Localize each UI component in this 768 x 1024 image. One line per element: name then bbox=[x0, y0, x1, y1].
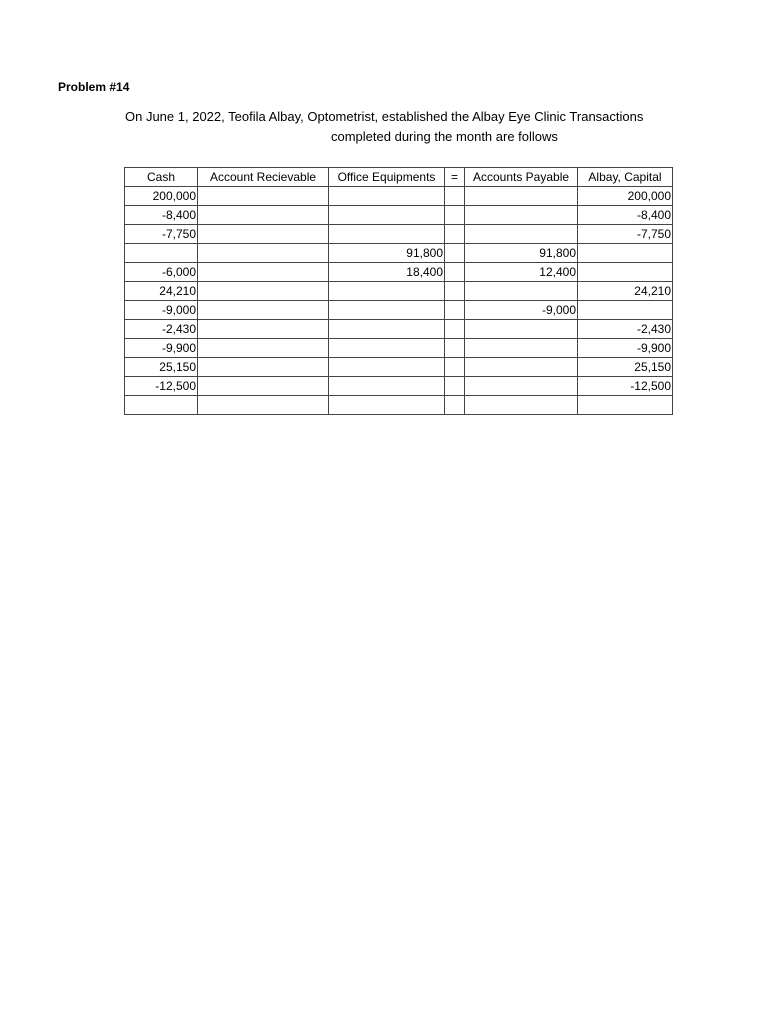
cell-equals bbox=[445, 244, 465, 263]
problem-label: Problem #14 bbox=[58, 80, 130, 94]
cell-accounts-payable: 91,800 bbox=[465, 244, 578, 263]
cell-accounts-receivable bbox=[198, 263, 329, 282]
cell-accounts-payable bbox=[465, 225, 578, 244]
table-row bbox=[125, 377, 673, 396]
table-row bbox=[125, 339, 673, 358]
cell-equals bbox=[445, 301, 465, 320]
header-accounts-receivable: Account Recievable bbox=[198, 168, 329, 187]
table-row bbox=[125, 263, 673, 282]
table-row bbox=[125, 358, 673, 377]
cell-accounts-payable bbox=[465, 358, 578, 377]
cell-albay-capital: 25,150 bbox=[578, 358, 673, 377]
cell-accounts-payable bbox=[465, 206, 578, 225]
cell-equals bbox=[445, 339, 465, 358]
cell-office-equipments bbox=[329, 282, 445, 301]
cell-cash: -9,000 bbox=[125, 301, 198, 320]
accounting-equation-table bbox=[124, 167, 673, 415]
cell-office-equipments bbox=[329, 206, 445, 225]
cell-office-equipments bbox=[329, 339, 445, 358]
cell-cash: -12,500 bbox=[125, 377, 198, 396]
cell-accounts-receivable bbox=[198, 301, 329, 320]
cell-albay-capital: 200,000 bbox=[578, 187, 673, 206]
intro-text-line-1: On June 1, 2022, Teofila Albay, Optometrist, established the Albay Eye Clinic Transactions bbox=[125, 109, 644, 124]
cell-equals bbox=[445, 206, 465, 225]
cell-office-equipments bbox=[329, 225, 445, 244]
cell-accounts-payable bbox=[465, 396, 578, 415]
cell-albay-capital: -8,400 bbox=[578, 206, 673, 225]
cell-equals bbox=[445, 187, 465, 206]
cell-albay-capital bbox=[578, 301, 673, 320]
table-row bbox=[125, 396, 673, 415]
table-row bbox=[125, 244, 673, 263]
table-row bbox=[125, 206, 673, 225]
cell-equals bbox=[445, 377, 465, 396]
cell-office-equipments: 18,400 bbox=[329, 263, 445, 282]
cell-cash: -8,400 bbox=[125, 206, 198, 225]
header-albay-capital: Albay, Capital bbox=[578, 168, 673, 187]
table-row bbox=[125, 187, 673, 206]
cell-albay-capital: -7,750 bbox=[578, 225, 673, 244]
cell-cash: 24,210 bbox=[125, 282, 198, 301]
table-row bbox=[125, 320, 673, 339]
cell-accounts-receivable bbox=[198, 187, 329, 206]
cell-office-equipments bbox=[329, 187, 445, 206]
cell-office-equipments bbox=[329, 358, 445, 377]
cell-cash: -6,000 bbox=[125, 263, 198, 282]
cell-accounts-payable: 12,400 bbox=[465, 263, 578, 282]
cell-accounts-receivable bbox=[198, 282, 329, 301]
cell-equals bbox=[445, 225, 465, 244]
cell-cash: -2,430 bbox=[125, 320, 198, 339]
cell-accounts-receivable bbox=[198, 339, 329, 358]
cell-equals bbox=[445, 320, 465, 339]
cell-cash bbox=[125, 244, 198, 263]
intro-text-line-2: completed during the month are follows bbox=[331, 129, 558, 144]
cell-albay-capital: -2,430 bbox=[578, 320, 673, 339]
cell-accounts-payable bbox=[465, 377, 578, 396]
cell-equals bbox=[445, 358, 465, 377]
cell-accounts-receivable bbox=[198, 320, 329, 339]
table-row bbox=[125, 282, 673, 301]
cell-albay-capital bbox=[578, 396, 673, 415]
cell-accounts-receivable bbox=[198, 206, 329, 225]
cell-accounts-payable bbox=[465, 339, 578, 358]
table-header-row bbox=[125, 168, 673, 187]
cell-albay-capital bbox=[578, 244, 673, 263]
table-body bbox=[125, 187, 673, 415]
cell-office-equipments: 91,800 bbox=[329, 244, 445, 263]
cell-office-equipments bbox=[329, 301, 445, 320]
cell-accounts-payable bbox=[465, 282, 578, 301]
cell-accounts-payable: -9,000 bbox=[465, 301, 578, 320]
cell-cash: -7,750 bbox=[125, 225, 198, 244]
cell-office-equipments bbox=[329, 320, 445, 339]
header-cash: Cash bbox=[125, 168, 198, 187]
cell-albay-capital bbox=[578, 263, 673, 282]
cell-office-equipments bbox=[329, 396, 445, 415]
cell-accounts-payable bbox=[465, 187, 578, 206]
cell-albay-capital: 24,210 bbox=[578, 282, 673, 301]
cell-cash: -9,900 bbox=[125, 339, 198, 358]
cell-cash: 25,150 bbox=[125, 358, 198, 377]
header-equals-sign: = bbox=[445, 168, 465, 187]
cell-cash bbox=[125, 396, 198, 415]
header-accounts-payable: Accounts Payable bbox=[465, 168, 578, 187]
cell-albay-capital: -9,900 bbox=[578, 339, 673, 358]
cell-equals bbox=[445, 282, 465, 301]
cell-accounts-receivable bbox=[198, 358, 329, 377]
table-row bbox=[125, 225, 673, 244]
cell-accounts-receivable bbox=[198, 244, 329, 263]
cell-accounts-payable bbox=[465, 320, 578, 339]
cell-accounts-receivable bbox=[198, 377, 329, 396]
cell-albay-capital: -12,500 bbox=[578, 377, 673, 396]
cell-accounts-receivable bbox=[198, 225, 329, 244]
cell-equals bbox=[445, 263, 465, 282]
cell-equals bbox=[445, 396, 465, 415]
cell-cash: 200,000 bbox=[125, 187, 198, 206]
cell-office-equipments bbox=[329, 377, 445, 396]
cell-accounts-receivable bbox=[198, 396, 329, 415]
header-office-equipments: Office Equipments bbox=[329, 168, 445, 187]
table-row bbox=[125, 301, 673, 320]
